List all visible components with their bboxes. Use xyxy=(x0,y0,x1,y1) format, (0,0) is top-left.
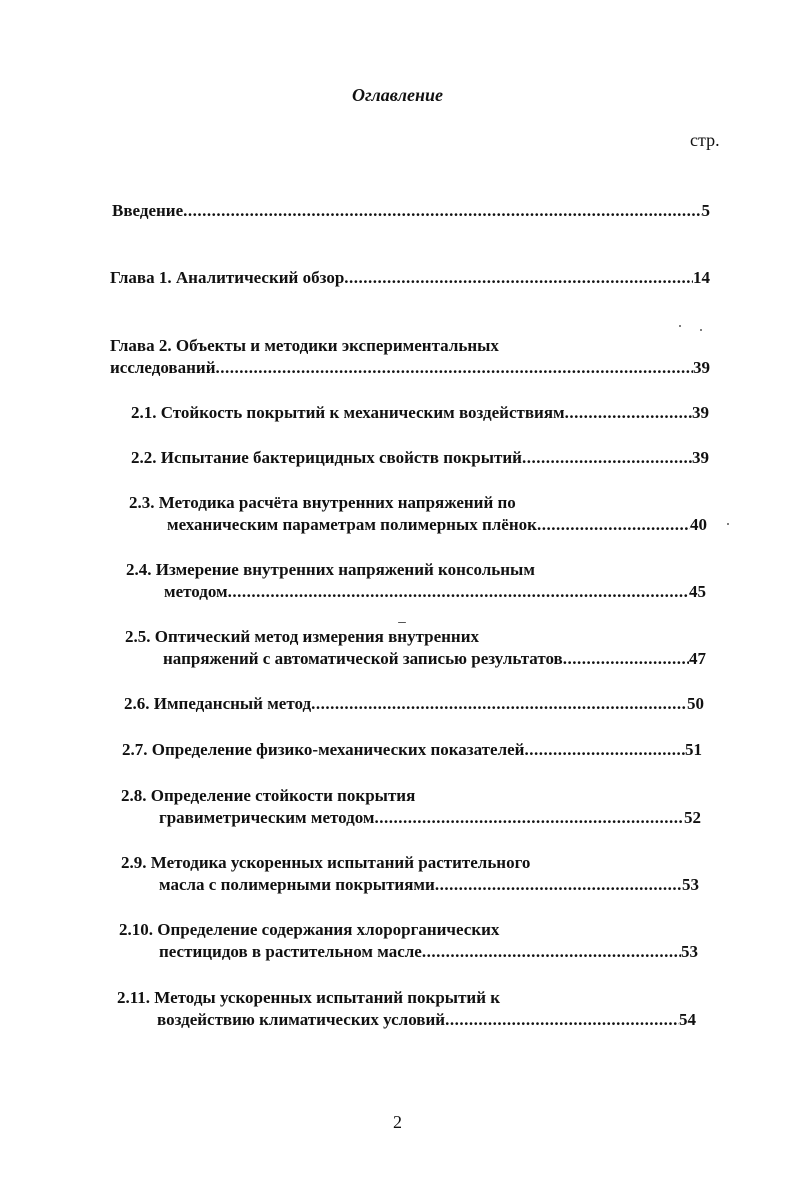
toc-entry-title-continued: механическим параметрам полимерных плёнок xyxy=(167,515,537,534)
toc-entry-2-2[interactable] xyxy=(131,447,709,469)
leader-dots xyxy=(375,807,684,829)
toc-entry-title-continued: напряжений с автоматической записью результатов xyxy=(163,649,563,668)
leader-dots xyxy=(422,941,681,963)
toc-page-number: 52 xyxy=(684,808,701,827)
page-title: Оглавление xyxy=(352,85,443,105)
toc-entry-2-3[interactable] xyxy=(129,492,707,536)
toc-entry-title-continued: пестицидов в растительном масле xyxy=(159,942,422,961)
toc-entry-title-continued: воздействию климатических условий xyxy=(157,1010,446,1029)
toc-entry-2-10[interactable] xyxy=(119,919,698,963)
leader-dots xyxy=(344,267,693,289)
toc-entry-title: 2.3. Методика расчёта внутренних напряжений по xyxy=(129,493,516,512)
toc-entry-2-7[interactable] xyxy=(122,739,702,761)
leader-dots xyxy=(563,648,689,670)
leader-dots xyxy=(522,447,692,469)
toc-entry-chapter-2[interactable] xyxy=(110,335,710,379)
leader-dots xyxy=(435,874,682,896)
leader-dots xyxy=(445,1009,679,1031)
toc-entry-title: Глава 1. Аналитический обзор xyxy=(110,268,345,287)
toc-page-number: 54 xyxy=(679,1010,696,1029)
toc-page-number: 14 xyxy=(693,268,710,287)
toc-entry-introduction[interactable] xyxy=(112,200,710,222)
leader-dots xyxy=(565,402,692,424)
page-number: 2 xyxy=(393,1112,402,1132)
toc-page-number: 39 xyxy=(692,403,709,422)
toc-entry-2-4[interactable] xyxy=(126,559,706,603)
toc-entry-title: 2.4. Измерение внутренних напряжений консольным xyxy=(126,560,535,579)
toc-entry-title: Глава 2. Объекты и методики экспериментальных xyxy=(110,336,499,355)
leader-dots xyxy=(311,693,687,715)
toc-entry-2-9[interactable] xyxy=(121,852,699,896)
toc-entry-title: 2.7. Определение физико-механических показателей xyxy=(122,740,525,759)
scan-speck xyxy=(679,325,681,327)
toc-entry-title-continued: методом xyxy=(164,582,228,601)
toc-entry-title: 2.9. Методика ускоренных испытаний растительного xyxy=(121,853,531,872)
toc-page-number: 45 xyxy=(689,582,706,601)
scan-speck xyxy=(700,329,702,331)
toc-entry-title: 2.6. Импедансный метод xyxy=(124,694,312,713)
leader-dots xyxy=(183,200,701,222)
toc-page-number: 53 xyxy=(682,875,699,894)
toc-page-number: 39 xyxy=(692,448,709,467)
toc-entry-2-1[interactable] xyxy=(131,402,709,424)
leader-dots xyxy=(537,514,690,536)
toc-entry-2-8[interactable] xyxy=(121,785,701,829)
toc-entry-title: 2.5. Оптический метод измерения внутренних xyxy=(125,627,480,646)
toc-entry-title-continued: гравиметрическим методом xyxy=(159,808,375,827)
toc-page-number: 53 xyxy=(681,942,698,961)
toc-entry-title: 2.10. Определение содержания хлорорганических xyxy=(119,920,500,939)
toc-entry-chapter-1[interactable] xyxy=(110,267,710,289)
toc-page-number: 40 xyxy=(690,515,707,534)
toc-page-number: 5 xyxy=(701,201,710,220)
toc-page-number: 47 xyxy=(689,649,706,668)
toc-entry-title-continued: исследований xyxy=(110,358,216,377)
toc-entry-title: 2.11. Методы ускоренных испытаний покрытий к xyxy=(117,988,501,1007)
scan-speck xyxy=(727,523,729,525)
toc-entry-2-11[interactable] xyxy=(117,987,696,1031)
toc-entry-2-5[interactable] xyxy=(125,626,706,670)
page-column-label: стр. xyxy=(690,130,720,150)
leader-dots xyxy=(228,581,689,603)
toc-entry-title: 2.2. Испытание бактерицидных свойств покрытий xyxy=(131,448,522,467)
toc-entry-2-6[interactable] xyxy=(124,693,704,715)
toc-entry-title: 2.8. Определение стойкости покрытия xyxy=(121,786,416,805)
toc-entry-title-continued: масла с полимерными покрытиями xyxy=(159,875,435,894)
toc-entry-title: 2.1. Стойкость покрытий к механическим воздействиям xyxy=(131,403,565,422)
toc-page-number: 39 xyxy=(693,358,710,377)
toc-page-number: 51 xyxy=(685,740,702,759)
leader-dots xyxy=(216,357,694,379)
toc-entry-title: Введение xyxy=(112,201,184,220)
toc-page-number: 50 xyxy=(687,694,704,713)
leader-dots xyxy=(524,739,685,761)
scan-speck xyxy=(398,622,406,623)
